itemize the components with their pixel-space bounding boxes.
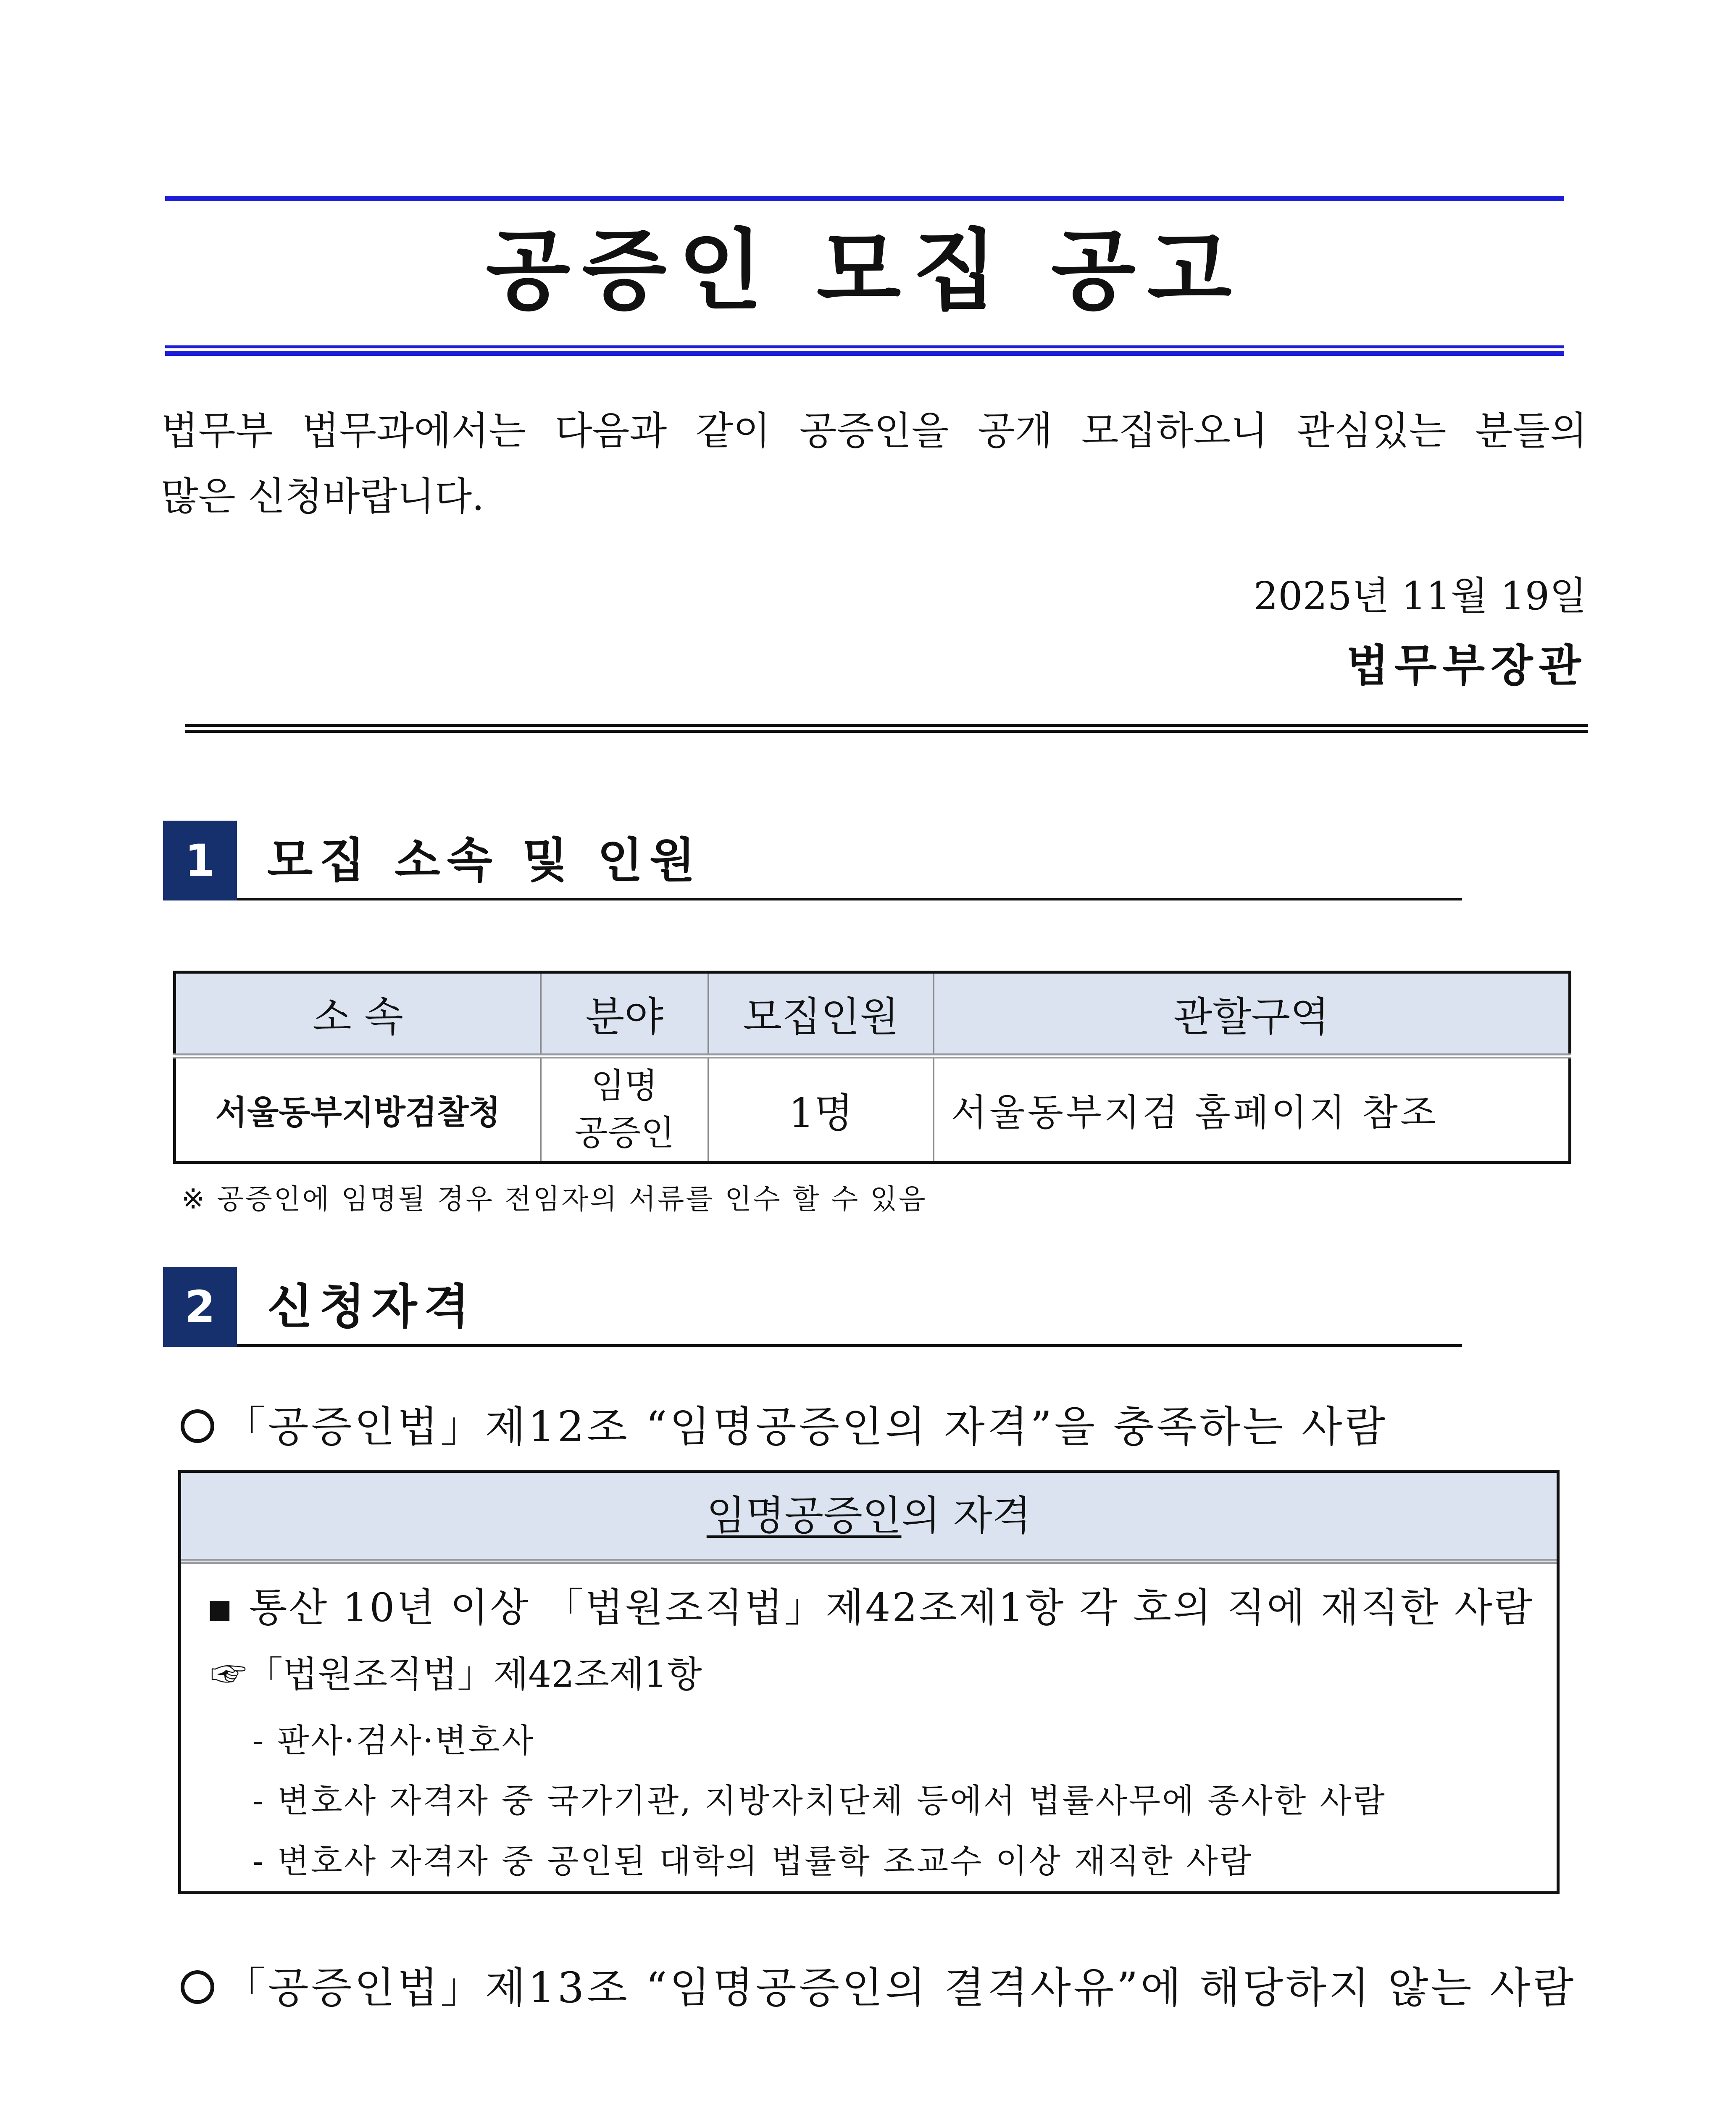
cell-jurisdiction: 서울동부지검 홈페이지 참조 [934, 1056, 1570, 1163]
heading-underlined: 임명공증인 [706, 1492, 902, 1539]
header-divider [185, 724, 1588, 734]
qualification-reference: ☞「법원조직법」제42조제1항 [210, 1653, 702, 1696]
recruitment-table [173, 971, 1571, 1164]
table-header-row [175, 972, 1570, 1056]
qualification-item-2 [181, 1954, 1576, 2014]
qualification-item-1 [181, 1393, 1388, 1453]
qualification-box [178, 1470, 1560, 1894]
word: 호의 [1133, 1585, 1213, 1631]
table-note: ※ 공증인에 임명될 경우 전임자의 서류를 인수 할 수 있음 [181, 1183, 927, 1215]
table-row [175, 1056, 1570, 1163]
section-underline [237, 1344, 1462, 1347]
cell-field-line2: 공증인 [574, 1113, 675, 1153]
word: 각 [1079, 1585, 1119, 1631]
title-bottom-rule [165, 345, 1564, 348]
word: 직에 [1227, 1585, 1307, 1631]
header-affiliation: 소 속 [175, 972, 541, 1056]
qualification-item-2-text: 「공증인법」제13조 “임명공증인의 결격사유”에 해당하지 않는 사람 [224, 1963, 1576, 2012]
section-title: 모집 소속 및 인원 [267, 833, 702, 888]
qualification-sub-1: - 판사·검사·변호사 [253, 1722, 535, 1760]
title-bottom-rule-thick [165, 351, 1564, 356]
cell-field-line1: 임명 [591, 1066, 658, 1106]
title-top-rule [165, 196, 1564, 201]
page-title: 공증인 모집 공고 [486, 220, 1244, 322]
word: 「법원조직법」제42조제1항 [544, 1585, 1065, 1631]
word: ▪ 통산 [206, 1585, 329, 1631]
cell-field [541, 1056, 708, 1163]
intro-paragraph [161, 398, 1587, 529]
qualification-item-1-text: 「공증인법」제12조 “임명공증인의 자격”을 충족하는 사람 [224, 1402, 1388, 1451]
section-1-header [163, 821, 1462, 900]
qualification-sub-3: - 변호사 자격자 중 공인된 대학의 법률학 조교수 이상 재직한 사람 [253, 1843, 1253, 1880]
section-2-header [163, 1267, 1462, 1347]
intro-line-1: 법무부 법무과에서는 다음과 같이 공증인을 공개 모집하오니 관심있는 분들의 [161, 408, 1587, 453]
qualification-box-heading [181, 1473, 1557, 1564]
intro-line-2: 많은 신청바랍니다. [161, 474, 484, 519]
word: 재직한 [1320, 1585, 1440, 1631]
header-count: 모집인원 [708, 972, 934, 1056]
cell-count: 1명 [708, 1056, 934, 1163]
header-field: 분야 [541, 972, 708, 1056]
section-title: 신청자격 [267, 1280, 476, 1334]
section-number-badge: 2 [163, 1267, 237, 1347]
circle-bullet-icon [181, 1970, 214, 2004]
qualification-line-1 [206, 1576, 1534, 1632]
heading-rest: 의 자격 [901, 1492, 1031, 1539]
announcement-date: 2025년 11월 19일 [1253, 574, 1587, 619]
qualification-sub-2: - 변호사 자격자 중 국가기관, 지방자치단체 등에서 법률사무에 종사한 사람 [253, 1782, 1386, 1820]
cell-affiliation: 서울동부지방검찰청 [215, 1094, 500, 1132]
section-underline [237, 898, 1462, 900]
circle-bullet-icon [181, 1409, 214, 1443]
word: 이상 [450, 1585, 530, 1631]
word: 사람 [1454, 1585, 1534, 1631]
section-number-badge: 1 [163, 821, 237, 900]
word: 10년 [342, 1585, 437, 1631]
header-jurisdiction: 관할구역 [934, 972, 1570, 1056]
signer: 법무부장관 [1346, 640, 1587, 691]
